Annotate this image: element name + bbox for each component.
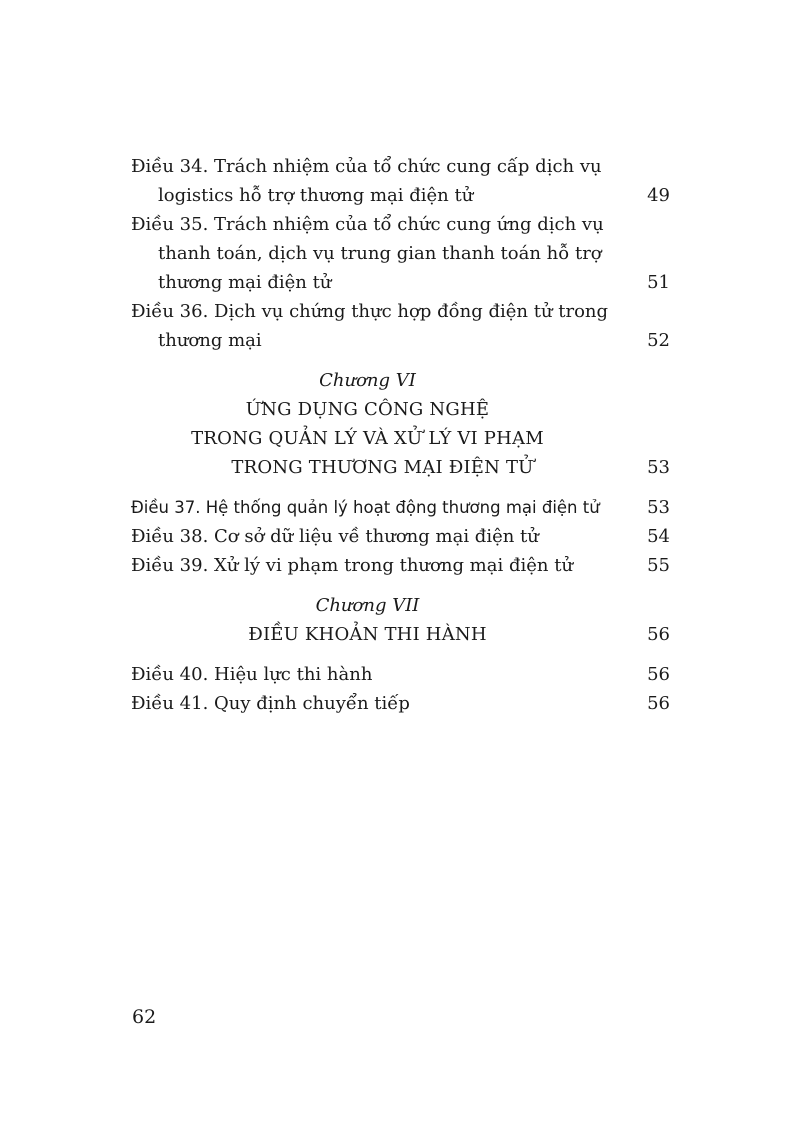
chapter-6-title-line2: TRONG QUẢN LÝ VÀ XỬ LÝ VI PHẠM xyxy=(191,428,544,449)
toc-entry-35-line3: thương mại điện tử xyxy=(158,272,332,293)
chapter-7-label: Chương VII xyxy=(315,595,420,616)
toc-entry-34-line1: Điều 34. Trách nhiệm của tổ chức cung cấp dịch vụ xyxy=(131,156,602,177)
page-number: 62 xyxy=(132,1006,157,1028)
toc-entry-35-page: 51 xyxy=(647,272,670,293)
toc-entry-35-line2: thanh toán, dịch vụ trung gian thanh toán hỗ trợ xyxy=(158,243,602,264)
toc-entry-38: Điều 38. Cơ sở dữ liệu về thương mại điện tử xyxy=(131,526,539,547)
toc-entry-39: Điều 39. Xử lý vi phạm trong thương mại điện tử xyxy=(131,555,574,576)
chapter-6-page: 53 xyxy=(647,457,670,478)
chapter-6-title-line1: ỨNG DỤNG CÔNG NGHỆ xyxy=(245,399,490,420)
toc-entry-36-line2: thương mại xyxy=(158,330,262,351)
toc-entry-40-page: 56 xyxy=(647,664,670,685)
toc-entry-34-line2: logistics hỗ trợ thương mại điện tử xyxy=(158,185,474,206)
toc-entry-37-page: 53 xyxy=(647,497,670,518)
toc-entry-36-line1: Điều 36. Dịch vụ chứng thực hợp đồng điện tử trong xyxy=(131,301,609,322)
chapter-6-label: Chương VI xyxy=(319,370,416,391)
toc-entry-37: Điều 37. Hệ thống quản lý hoạt động thương mại điện tử xyxy=(131,498,600,517)
toc-entry-35-line1: Điều 35. Trách nhiệm của tổ chức cung ứng dịch vụ xyxy=(131,214,604,235)
toc-entry-39-page: 55 xyxy=(647,555,670,576)
chapter-7-page: 56 xyxy=(647,624,670,645)
chapter-7-title: ĐIỀU KHOẢN THI HÀNH xyxy=(248,624,487,645)
toc-entry-41-page: 56 xyxy=(647,693,670,714)
toc-entry-38-page: 54 xyxy=(647,526,670,547)
toc-entry-41: Điều 41. Quy định chuyển tiếp xyxy=(131,693,410,714)
toc-entry-34-page: 49 xyxy=(647,185,670,206)
chapter-6-title-line3: TRONG THƯƠNG MẠI ĐIỆN TỬ xyxy=(231,457,534,478)
toc-entry-36-page: 52 xyxy=(647,330,670,351)
toc-entry-40: Điều 40. Hiệu lực thi hành xyxy=(131,664,373,685)
